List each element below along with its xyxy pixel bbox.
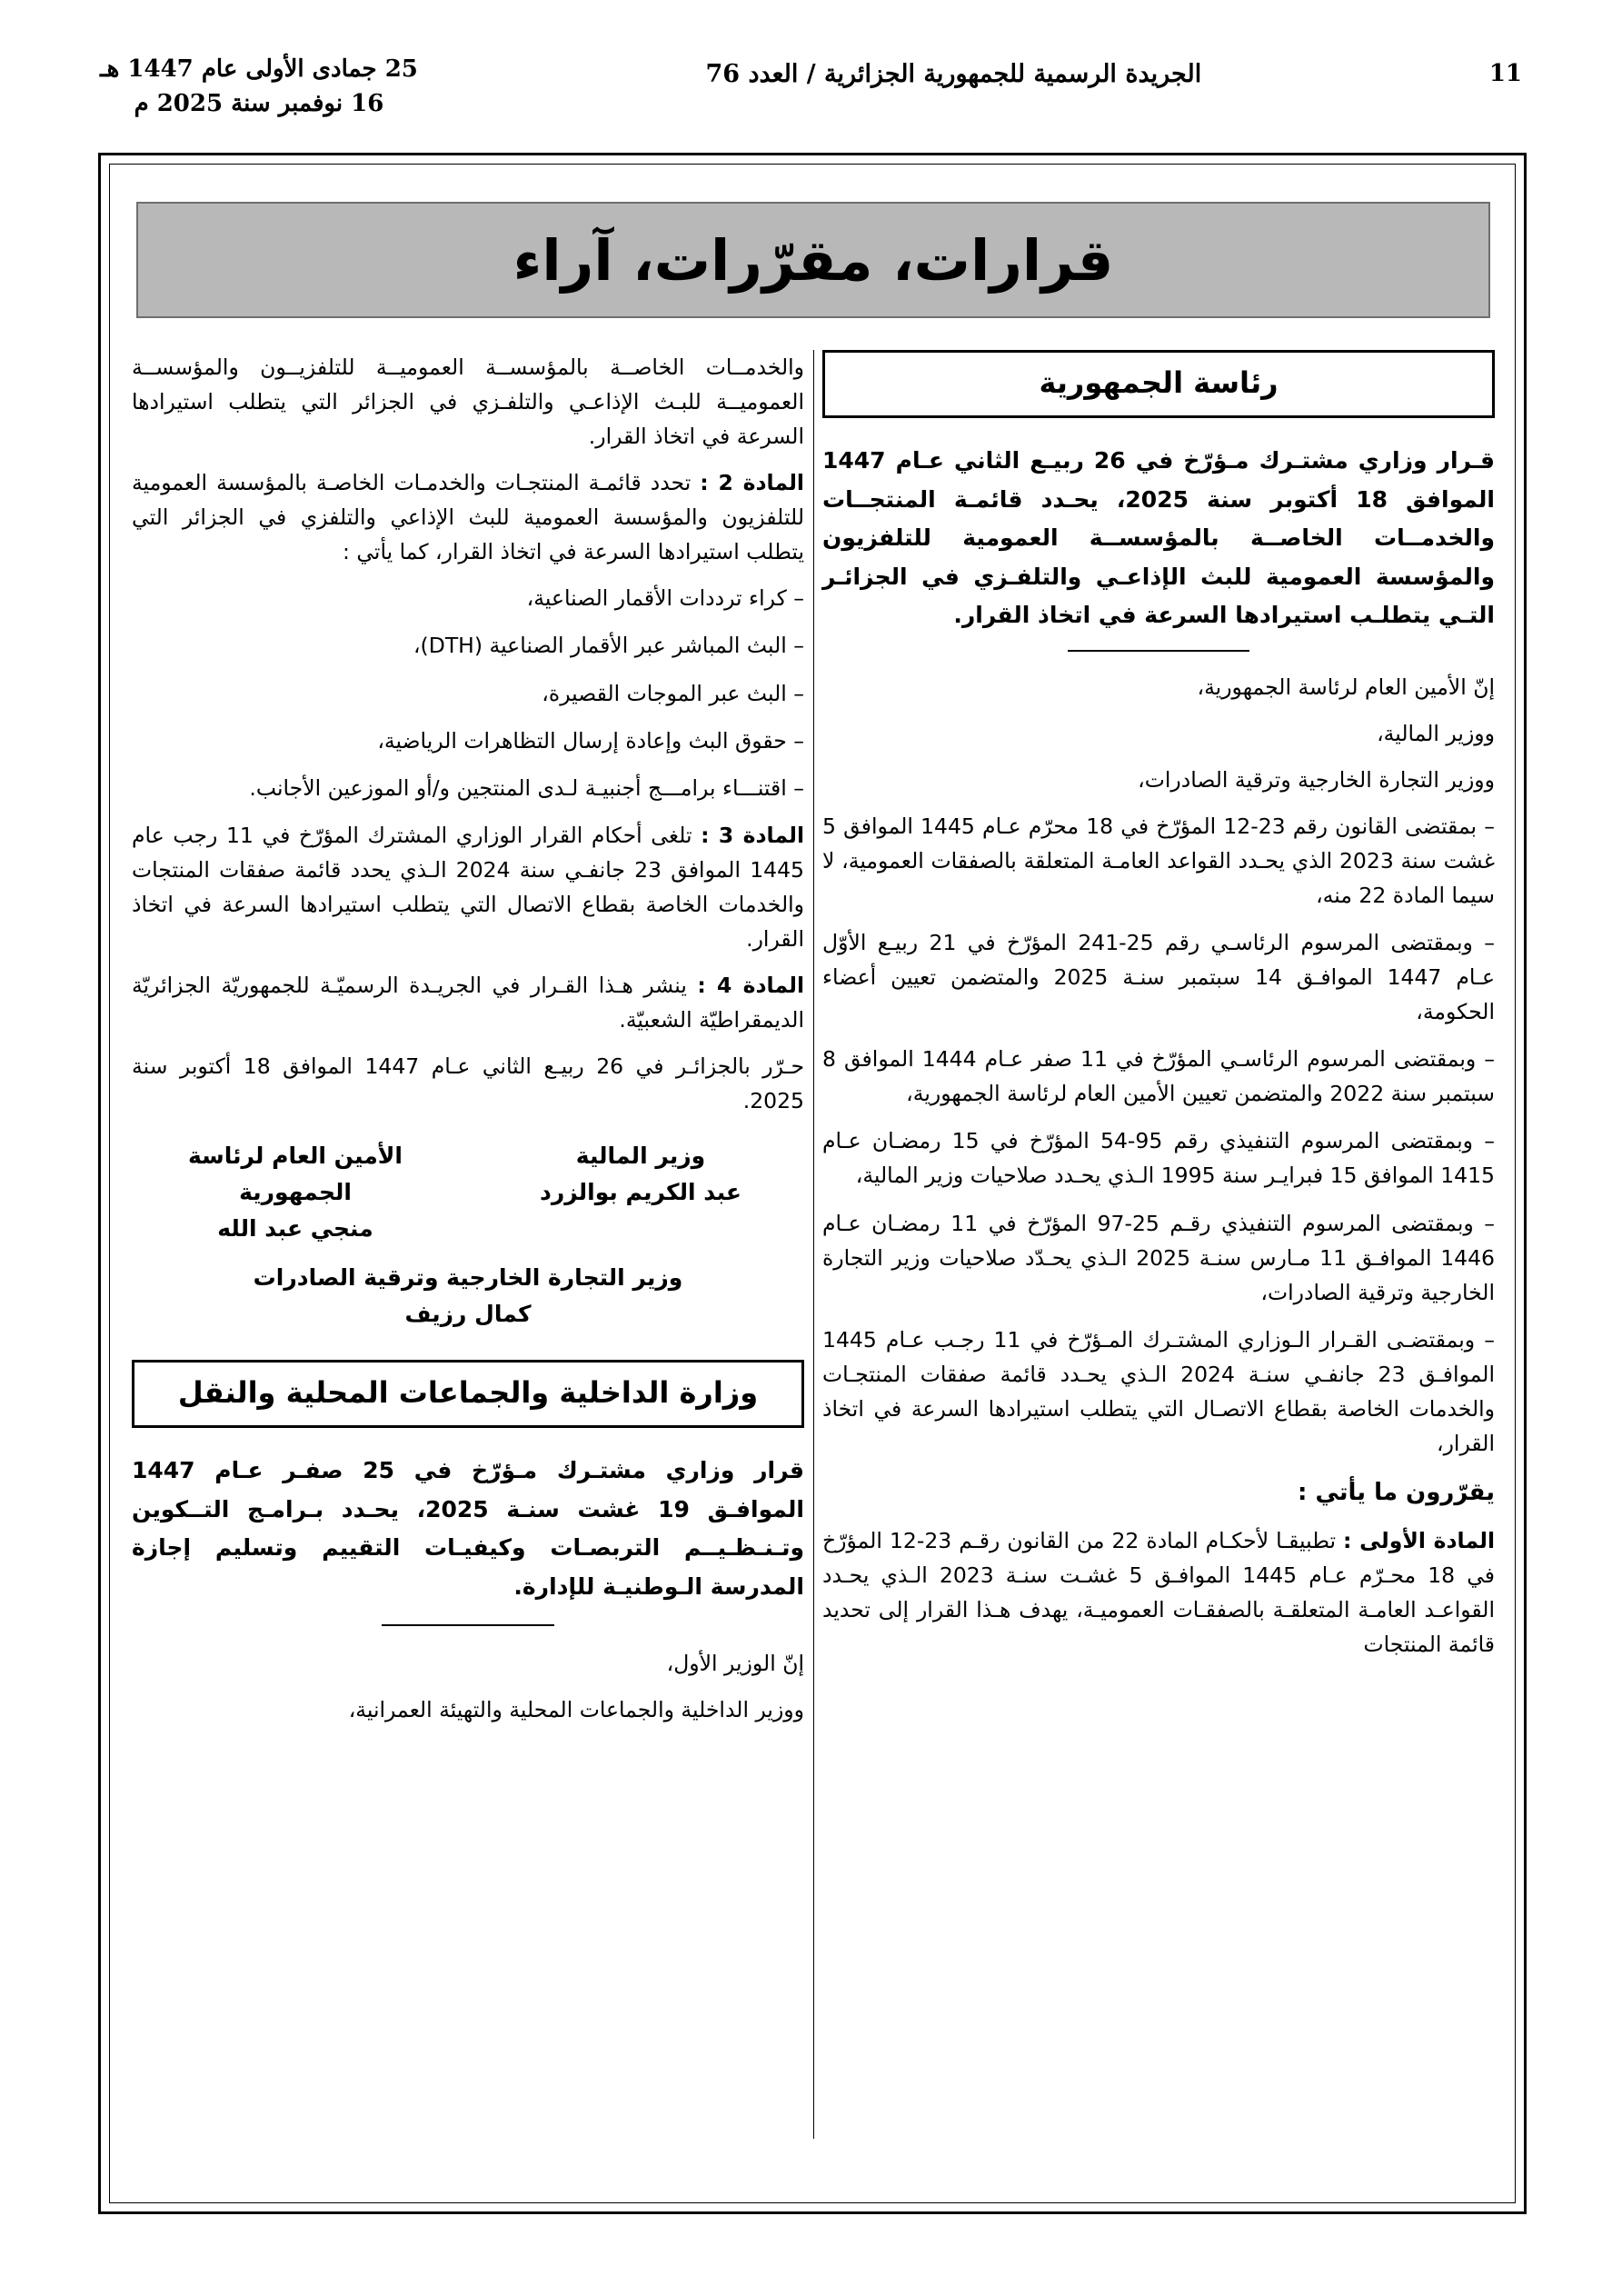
article-4-label: المادة 4 : [697,972,804,998]
header-journal-title: الجريدة الرسمية للجمهورية الجزائرية / العدد 76 [705,60,1202,88]
signature-center [132,1260,804,1333]
article-2 [132,465,804,569]
article-3 [132,818,804,956]
clause-item: – وبمقتضى المرسوم التنفيذي رقـم 25-97 المؤرّخ في 11 رمضـان عـام 1446 الموافـق 11 مـارس سنـة 2025 الـذي يحـدّد صلاحيات وزير التجارة الخارجية وترقية الصادرات، [822,1210,1496,1305]
page-header [100,53,1522,135]
signature-center-title: وزير التجارة الخارجية وترقية الصادرات [253,1264,683,1292]
article-3-label: المادة 3 : [701,822,805,848]
signature-right-name: منجي عبد الله [217,1215,373,1243]
header-hijri-date: 25 جمادى الأولى عام 1447 هـ [100,55,418,83]
clause-item: – بمقتضى القانون رقم 23-12 المؤرّخ في 18 محرّم عـام 1445 الموافق 5 غشت سنة 2023 الذي يحـدد القواعد العامـة المتعلقة بالصفقات العمومية، لا سيما المادة 22 منه، [822,813,1495,908]
list-item: – البث المباشر عبر الأقمار الصناعية (DTH)، [413,633,804,659]
ministry-preamble-1: إنّ الوزير الأول، [666,1651,804,1677]
column-left [132,350,804,2195]
list-item: – البث عبر الموجات القصيرة، [542,680,804,706]
ministry-decree-heading: قرار وزاري مشتـرك مـؤرّخ في 25 صفـر عـام 1447 الموافـق 19 غشت سنـة 2025، يحـدد بـرامـج التــكوين وتـنـظـيــم التربصـات وكيفيـات التقييم وتسليم إجازة المدرسة الـوطنيـة للإدارة. [132,1457,804,1600]
clause-item: – وبمقتضى المرسوم التنفيذي رقم 95-54 المؤرّخ في 15 رمضـان عـام 1415 الموافق 15 فبرايـر سنة 1995 الـذي يحـدد صلاحيات وزير المالية، [822,1128,1495,1189]
decide-line: يقرّرون ما يأتي : [1298,1478,1495,1506]
article-2-label: المادة 2 : [700,470,804,496]
section-banner [136,202,1490,318]
divider-rule [1068,650,1249,652]
clause-item: – وبمقتضـى القـرار الـوزاري المشتـرك المـؤرّخ في 11 رجـب عـام 1445 الموافـق 23 جانفـي سنـة 2024 الـذي يحـدد قائمة صفقات المنتجـات والخدمات الخاصة بقطاع الاتصـال التي يتطلب استيرادها السرعة في اتخاذ القرار، [822,1326,1495,1456]
closing-statement: حـرّر بالجزائـر في 26 ربيـع الثاني عـام 1447 الموافق 18 أكتوبر سنة 2025. [132,1053,805,1114]
preamble-line-3: ووزير التجارة الخارجية وترقية الصادرات، [1138,766,1495,793]
signature-center-name: كمال رزيف [404,1301,532,1328]
section-presidency-title: رئاسة الجمهورية [1039,365,1279,400]
list-item: – كراء ترددات الأقمار الصناعية، [526,585,804,612]
preamble-line-1: إنّ الأمين العام لرئاسة الجمهورية، [1197,674,1495,700]
section-presidency-box [822,350,1495,418]
divider-rule-2 [382,1624,554,1626]
section-ministry-box [132,1360,804,1428]
article-1 [822,1523,1495,1662]
list-item: – حقوق البث وإعادة إرسال التظاهرات الرياضية، [377,727,804,754]
preamble-line-2: ووزير المالية، [1377,720,1495,746]
article-3-text: تلغى أحكام القرار الوزاري المشترك المؤرّخ في 11 رجب عام 1445 الموافق 23 جانفـي سنة 2024 الـذي يحدد قائمة صفقات المنتجات والخدمات الخاصة بقطاع الاتصال التي يتطلب استيرادها السرعة في اتخاذ القرار. [132,822,804,952]
ministry-preamble-2: ووزير الداخلية والجماعات المحلية والتهيئة العمرانية، [348,1697,804,1723]
clause-item: – وبمقتضى المرسوم الرئاسـي المؤرّخ في 11 صفر عـام 1444 الموافق 8 سبتمبر سنة 2022 والمتضمن تعيين الأمين العام لرئاسة الجمهورية، [822,1046,1495,1107]
column-separator [804,350,822,2195]
article-4-text: ينشر هـذا القـرار في الجريـدة الرسميّـة للجمهوريّة الجزائريّة الديمقراطيّة الشعبيّة. [132,972,804,1033]
page-number: 11 [1488,60,1522,87]
signature-block [132,1138,804,1333]
signature-left [477,1138,804,1247]
signature-right [132,1138,459,1247]
column-right [822,350,1495,2195]
header-gregorian-date: 16 نوفمبر سنة 2025 م [134,89,384,117]
signature-row [132,1138,804,1247]
clause-item: – وبمقتضى المرسوم الرئاسـي رقم 25-241 المؤرّخ في 21 ربيـع الأوّل عـام 1447 الموافـق 14 سبتمبر سنـة 2025 والمتضمن تعيين أعضاء الحكومة، [822,930,1495,1025]
article-4 [132,968,804,1037]
header-date [100,53,418,121]
signature-left-name: عبد الكريم بوالزرد [540,1179,741,1206]
list-item: – اقتنـــاء برامـــج أجنبيـة لـدى المنتجين و/أو الموزعين الأجانب. [249,774,804,801]
article-1-label: المادة الأولى : [1343,1528,1495,1554]
signature-left-title: وزير المالية [575,1143,706,1170]
decree-heading: قـرار وزاري مشتـرك مـؤرّخ في 26 ربيـع الثاني عـام 1447 الموافق 18 أكتوبر سنة 2025، يحـدد قائمـة المنتجــات والخدمــات الخاصــة بالمؤسســة العمومية للتلفزيون والمؤسسة العمومية للبث الإذاعـي والتلفـزي في الجزائـر التـي يتطلـب استيرادها السرعة في اتخاذ القرار. [822,447,1496,629]
article-1-continuation: والخدمــات الخاصــة بالمؤسســة العموميــة للتلفزيــون والمؤسســة العموميــة للبـث الإذاعـي والتلفـزي في الجزائر التي يتطلب استيرادها السرعة في اتخاذ القرار. [132,354,804,450]
article-2-text: تحدد قائمـة المنتجـات والخدمـات الخاصـة بالمؤسسة العمومية للتلفزيون والمؤسسة العمومية للبث الإذاعي والتلفزي في الجزائر التي يتطلب استيرادها السرعة في اتخاذ القرار، كما يأتي : [132,470,804,565]
signature-right-title: الأمين العام لرئاسة الجمهورية [187,1143,403,1206]
section-ministry-title: وزارة الداخلية والجماعات المحلية والنقل [177,1375,759,1411]
article-1-text: تطبيقـا لأحكـام المادة 22 من القانون رقـم 23-12 المؤرّخ في 18 محـرّم عـام 1445 الموافـق 5 غشـت سنـة 2023 الـذي يحـدد القواعـد العامـة المتعلقـة بالصفقـات العموميـة، يهدف هـذا القرار إلى تحديد قائمة المنتجات [822,1528,1496,1658]
content-columns [132,350,1495,2195]
banner-title: قرارات، مقرّرات، آراء [512,226,1114,294]
